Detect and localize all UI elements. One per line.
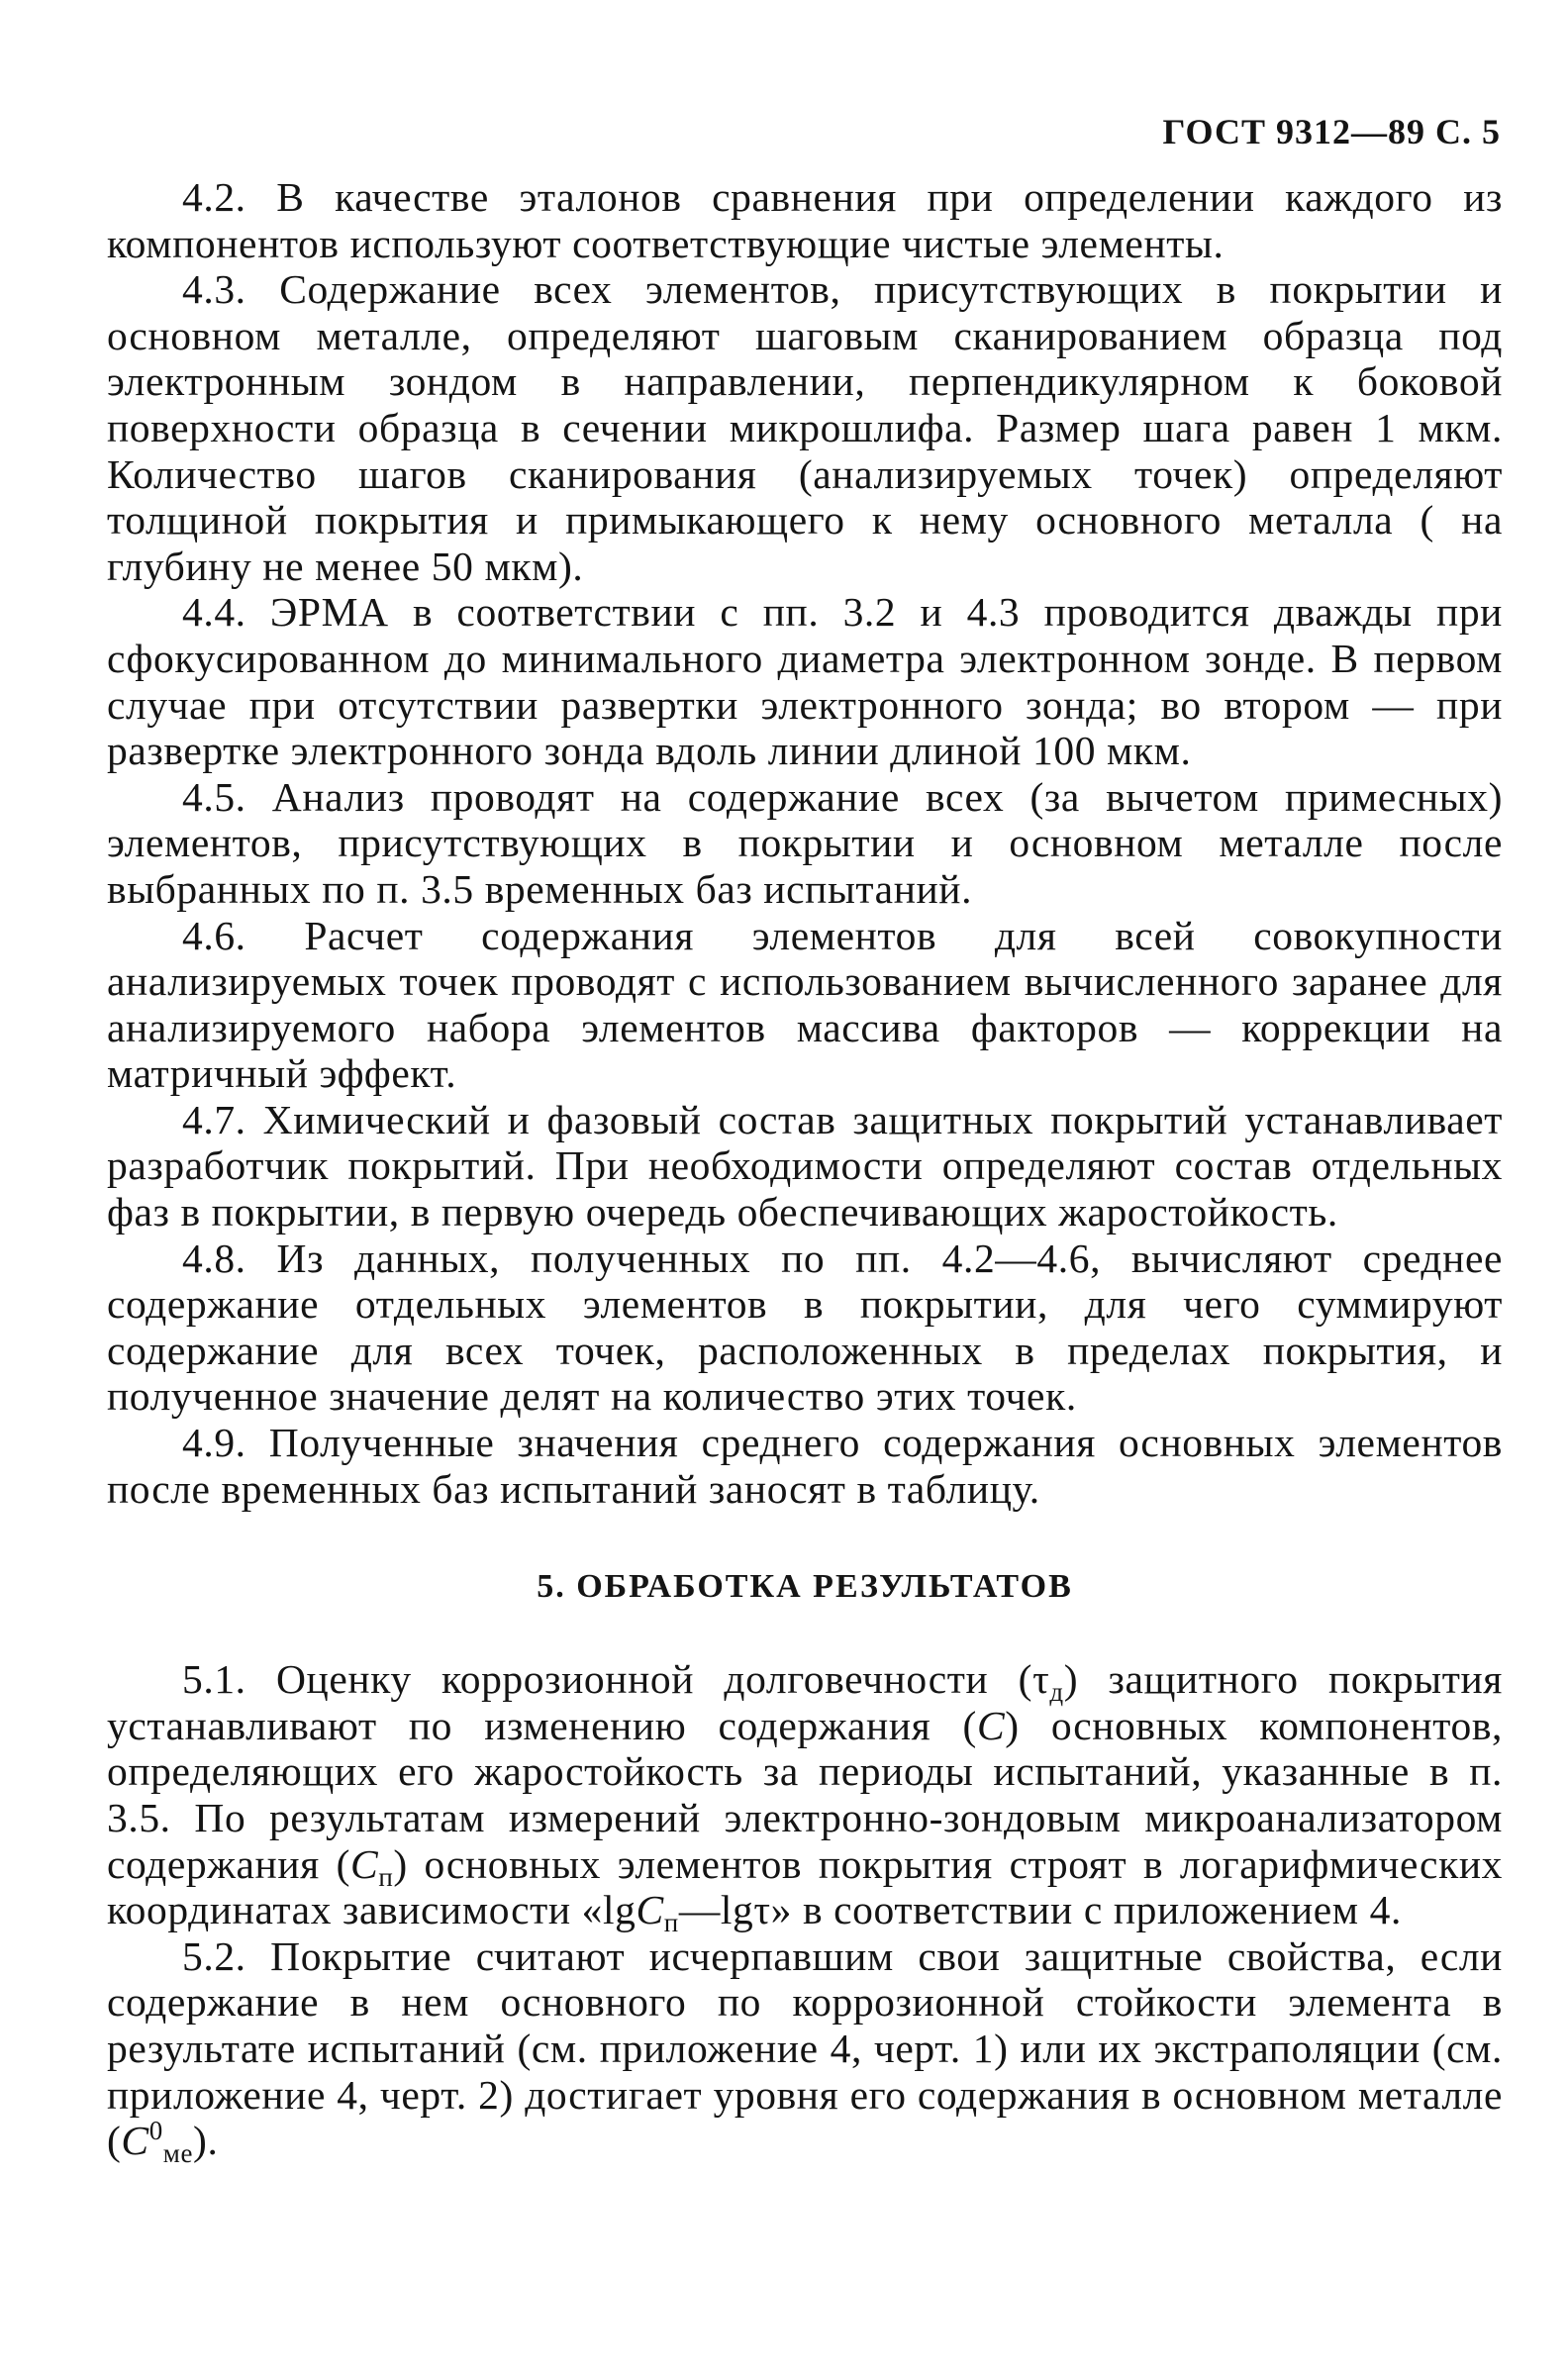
p52-text-a: 5.2. Покрытие считают исчерпавшим свои защитные свойства, если содержание в нем основного по коррозионной стойкости элемента в результате испытаний (см. приложение 4, черт. 1) или их экстраполяции (см. приложение 4, черт. 2) достигает уровня его содержания в основном металле ( (107, 1932, 1503, 2164)
p51-symbol-cp: C (350, 1840, 379, 1887)
p52-sup-zero: 0 (148, 2116, 163, 2146)
paragraph-4-3: 4.3. Содержание всех элементов, присутствующих в покрытии и основном металле, определяют шаговым сканированием образца под электронным зондом в направлении, перпендикулярном к боковой поверхности образца в сечении микрошлифа. Размер шага равен 1 мкм. Количество шагов сканирования (анализируемых точек) определяют толщиной покрытия и примыкающего к нему основного металла ( на глубину не менее 50 мкм). (107, 266, 1503, 589)
p52-symbol-c: C (121, 2118, 149, 2164)
p52-sub-me: ме (162, 2138, 194, 2169)
paragraph-4-7: 4.7. Химический и фазовый состав защитных покрытий устанавливает разработчик покрытий. При необходимости определяют состав отдельных фаз в покрытии, в первую очередь обеспечивающих жаростойкость. (107, 1096, 1503, 1236)
p51-sub-tau: д (1049, 1677, 1064, 1708)
paragraph-4-2: 4.2. В качестве эталонов сравнения при определении каждого из компонентов используют соответствующие чистые элементы. (107, 174, 1503, 266)
paragraph-4-6: 4.6. Расчет содержания элементов для всей совокупности анализируемых точек проводят с использованием вычисленного заранее для анализируемого набора элементов массива факторов — коррекции на матричный эффект. (107, 912, 1503, 1097)
page-header: ГОСТ 9312—89 С. 5 (1162, 112, 1501, 151)
paragraph-4-4: 4.4. ЭРМА в соответствии с пп. 3.2 и 4.3 проводится дважды при сфокусированном до минимального диаметра электронном зонде. В первом случае при отсутствии развертки электронного зонда; во втором — при развертке электронного зонда вдоль линии длиной 100 мкм. (107, 589, 1503, 774)
p52-text-b: ). (193, 2118, 219, 2164)
paragraph-5-1 (107, 1656, 1503, 1938)
document-body (107, 174, 1503, 2169)
p51-text-e: —lgτ» в соответствии с приложением 4. (678, 1887, 1402, 1933)
paragraph-4-8: 4.8. Из данных, полученных по пп. 4.2—4.6, вычисляют среднее содержание отдельных элементов в покрытии, для чего суммируют содержание для всех точек, расположенных в пределах покрытия, и полученное значение делят на количество этих точек. (107, 1235, 1503, 1420)
p51-text-a: 5.1. Оценку коррозионной долговечности (τ (182, 1656, 1050, 1703)
p51-text-b: ) защитного покрытия устанавливают по изменению содержания ( (107, 1656, 1503, 1748)
p51-text-c: ) основных компонентов, определяющих его жаростойкость за периоды испытаний, указанные в п. 3.5. По результатам измерений электронно-зондовым микроанализатором содержания ( (107, 1702, 1503, 1887)
p51-sub-cp: п (378, 1861, 394, 1892)
p51-text-d: ) основных элементов покрытия строят в логарифмических координатах зависимости «lg (107, 1840, 1503, 1933)
p51-symbol-c: C (976, 1702, 1006, 1748)
paragraph-4-9: 4.9. Полученные значения среднего содержания основных элементов после временных баз испытаний заносят в таблицу. (107, 1420, 1503, 1512)
paragraph-5-2 (107, 1932, 1503, 2169)
section-title: 5. ОБРАБОТКА РЕЗУЛЬТАТОВ (537, 1568, 1073, 1606)
p51-symbol-lgc: C (636, 1887, 664, 1933)
p51-sub-lgc: п (663, 1908, 679, 1938)
paragraph-4-5: 4.5. Анализ проводят на содержание всех (за вычетом примесных) элементов, присутствующих в покрытии и основном металле после выбранных по п. 3.5 временных баз испытаний. (107, 773, 1503, 912)
